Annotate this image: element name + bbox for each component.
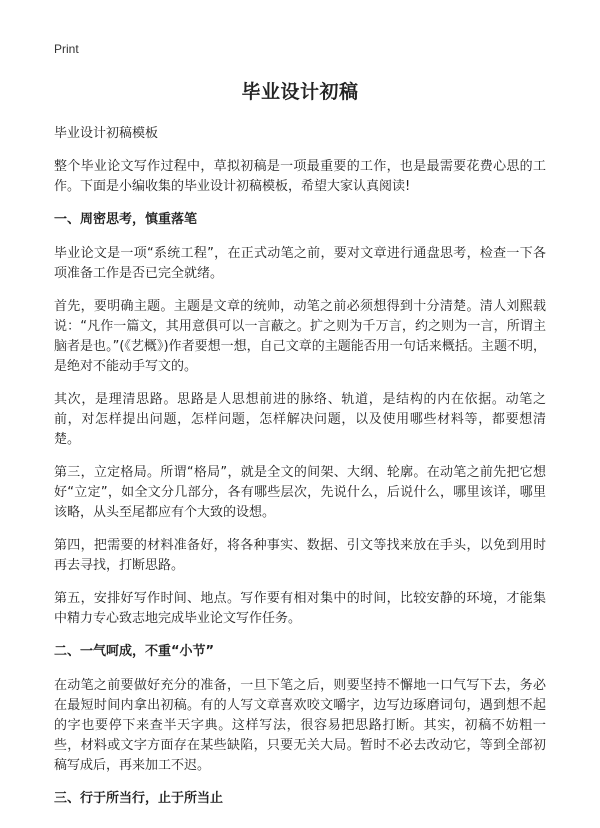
document-subtitle: 毕业设计初稿模板	[54, 126, 159, 141]
section-2-paragraph-1: 在动笔之前要做好充分的准备，一旦下笔之后，则要坚持不懈地一口气写下去，务必在最短时间内拿出初稿。有的人写文章喜欢咬文嚼字，边写边琢磨词句，遇到想不起的字也要停下来查半天字典。这样写法，很容易把思路打断。其实，初稿不妨粗一些，材料或文字方面存在某些缺陷，只要无关大局。暂时不必去改动它，等到全部初稿写成后，再来加工不迟。	[54, 678, 546, 773]
section-1-paragraph-6: 第五，安排好写作时间、地点。写作要有相对集中的时间，比较安静的环境，才能集中精力专心致志地完成毕业论文写作任务。	[54, 591, 546, 626]
section-heading-1: 一、周密思考，慎重落笔	[54, 212, 198, 227]
section-1-paragraph-1: 毕业论文是一项“系统工程”，在正式动笔之前，要对文章进行通盘思考，检查一下各项准备工作是否已完全就绪。	[54, 246, 546, 281]
page-title: 毕业设计初稿	[241, 81, 359, 103]
section-1-paragraph-3: 其次，是理清思路。思路是人思想前进的脉络、轨道，是结构的内在依据。动笔之前，对怎样提出问题，怎样问题，怎样解决问题，以及使用哪些材料等，都要想清楚。	[54, 392, 546, 447]
print-link[interactable]: Print	[54, 42, 79, 56]
section-heading-2: 二、一气呵成，不重“小节”	[54, 644, 215, 659]
section-1-paragraph-2: 首先，要明确主题。主题是文章的统帅，动笔之前必须想得到十分清楚。清人刘熙载说：“凡作一篇文，其用意俱可以一言蔽之。扩之则为千万言，约之则为一言，所谓主脑者是也。”(《艺概》)作者要想一想，自己文章的主题能否用一句话来概括。主题不明，是绝对不能动手写文的。	[54, 299, 546, 374]
section-1-paragraph-4: 第三，立定格局。所谓“格局”，就是全文的间架、大纲、轮廓。在动笔之前先把它想好“立定”，如全文分几部分，各有哪些层次，先说什么，后说什么，哪里该详，哪里该略，从头至尾都应有个大致的设想。	[54, 465, 546, 520]
section-heading-3: 三、行于所当行，止于所当止	[54, 791, 224, 806]
intro-paragraph: 整个毕业论文写作过程中，草拟初稿是一项最重要的工作，也是最需要花费心思的工作。下面是小编收集的毕业设计初稿模板，希望大家认真阅读!	[54, 159, 546, 194]
section-1-paragraph-5: 第四，把需要的材料准备好，将各种事实、数据、引文等找来放在手头，以免到用时再去寻找，打断思路。	[54, 538, 546, 573]
